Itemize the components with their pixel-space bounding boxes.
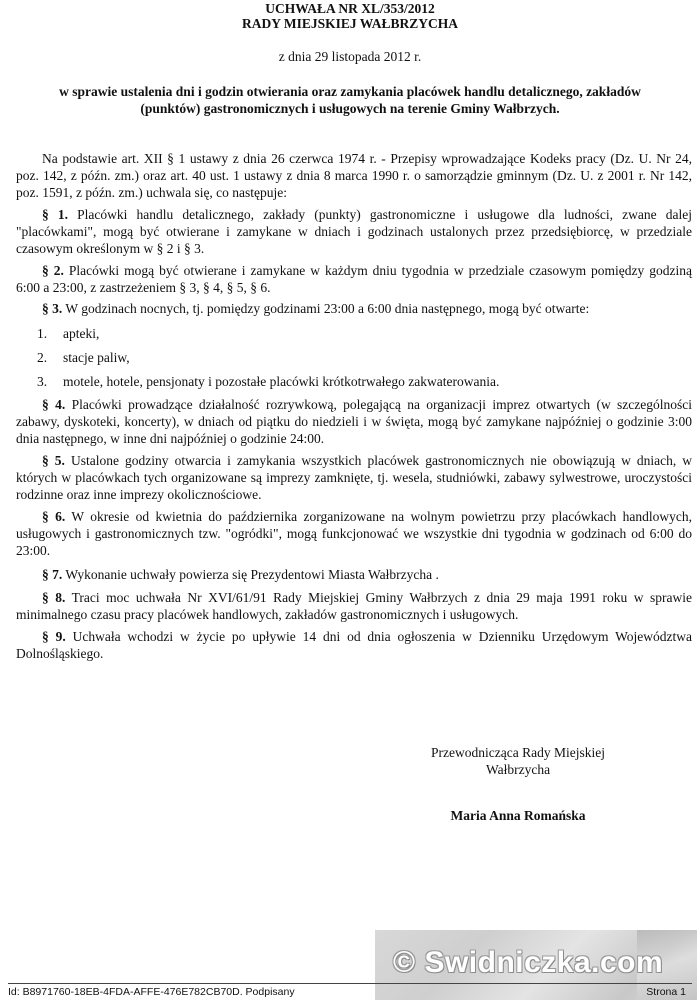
paragraph-7 [16, 566, 692, 583]
paragraph-text: W okresie od kwietnia do października zorganizowane na wolnym powietrzu przy placówkach handlowych, usługowych i gastronomicznych tzw. "ogródki", mogą funkcjonować we wszystkie dni tygodnia w godzinach od 6:00 do 23:00. [16, 509, 692, 558]
list-item-number: 2. [37, 350, 48, 365]
resolution-number: UCHWAŁA NR XL/353/2012 [265, 1, 435, 16]
legal-basis-paragraph: Na podstawie art. XII § 1 ustawy z dnia 26 czerwca 1974 r. - Przepisy wprowadzające Kodeks pracy (Dz. U. Nr 24, poz. 142, z późn. zm.) oraz art. 40 ust. 1 ustawy z dnia 8 marca 1990 r. o samorządzie gminnym (Dz. U. z 2001 r. Nr 142, poz. 1591, z późn. zm.) uchwala się, co następuje: [16, 151, 692, 200]
resolution-subject: w sprawie ustalenia dni i godzin otwierania oraz zamykania placówek handlu detalicznego, zakładów (punktów) gastronomicznych i usługowych na terenie Gminy Wałbrzych. [59, 84, 641, 116]
signatory-title-line1: Przewodnicząca Rady Miejskiej [431, 745, 605, 760]
paragraph-4 [16, 396, 692, 447]
signatory-title-line2: Wałbrzycha [485, 762, 551, 777]
paragraph-text: Uchwała wchodzi w życie po upływie 14 dni od dnia ogłoszenia w Dzienniku Urzędowym Województwa Dolnośląskiego. [16, 629, 693, 661]
paragraph-2 [16, 262, 692, 296]
paragraph-label: § 4. [42, 397, 66, 412]
list-item-number: 1. [37, 326, 48, 341]
paragraph-text: Ustalone godziny otwarcia i zamykania wszystkich placówek gastronomicznych nie obowiązują w dniach, w których w placówkach tych organizowane są imprezy zamknięte, tj. wesela, studniówki, zabawy sylwestrowe, uroczystości rodzinne oraz inne imprezy okolicznościowe. [16, 453, 693, 502]
paragraph-text: Traci moc uchwała Nr XVI/61/91 Rady Miejskiej Gminy Wałbrzych z dnia 29 maja 1991 roku w sprawie minimalnego czasu pracy placówek handlowych, zakładów gastronomicznych i usługowych. [16, 590, 693, 622]
list-item-text: motele, hotele, pensjonaty i pozostałe placówki krótkotrwałego zakwaterowania. [63, 374, 500, 389]
paragraph-label: § 9. [42, 629, 66, 644]
paragraph-label: § 1. [42, 207, 69, 222]
paragraph-1 [16, 206, 692, 257]
list-item [37, 349, 130, 366]
signatory-name: Maria Anna Romańska [450, 808, 586, 823]
list-item-number: 3. [37, 374, 48, 389]
document-id: Id: B8971760-18EB-4FDA-AFFE-476E782CB70D. Podpisany [8, 986, 295, 998]
paragraph-label: § 2. [42, 263, 64, 278]
paragraph-6 [16, 508, 692, 559]
paragraph-label: § 7. [42, 567, 63, 582]
resolution-date: z dnia 29 listopada 2012 r. [278, 49, 422, 64]
list-item-text: stacje paliw, [63, 350, 130, 365]
paragraph-text: Wykonanie uchwały powierza się Prezydentowi Miasta Wałbrzycha . [65, 567, 439, 582]
paragraph-label: § 5. [42, 453, 65, 468]
list-item [37, 325, 99, 342]
paragraph-label: § 6. [42, 509, 66, 524]
paragraph-text: Placówki handlu detalicznego, zakłady (punkty) gastronomiczne i usługowe dla ludności, zwane dalej "placówkami", mogą być otwierane i zamykane w dniach i godzinach ustalonych przez przedsiębiorcę, w przedziale czasowym określonym w § 2 i § 3. [16, 207, 692, 256]
paragraph-label: § 3. [42, 301, 63, 316]
list-item [37, 373, 499, 390]
paragraph-8 [16, 589, 692, 623]
watermark-text: © Swidniczka.com [393, 946, 664, 979]
council-name: RADY MIEJSKIEJ WAŁBRZYCHA [241, 16, 459, 31]
paragraph-label: § 8. [42, 590, 66, 605]
paragraph-text: W godzinach nocnych, tj. pomiędzy godzinami 23:00 a 6:00 dnia następnego, mogą być otwarte: [65, 301, 590, 316]
paragraph-text: Placówki prowadzące działalność rozrywkową, polegającą na organizacji imprez otwartych (w szczególności zabawy, dyskoteki, koncerty), w dniach od piątku do niedzieli i w święta, mogą być zamykane najpóźniej o godzinie 3:00 dnia następnego, w inne dni najpóźniej o godzinie 24:00. [16, 397, 693, 446]
footer-divider [8, 983, 692, 984]
list-item-text: apteki, [63, 326, 100, 341]
paragraph-5 [16, 452, 692, 503]
signatory-title [398, 744, 638, 778]
page-number: Strona 1 [646, 986, 686, 998]
paragraph-text: Placówki mogą być otwierane i zamykane w każdym dniu tygodnia w przedziale czasowym pomiędzy godziną 6:00 a 23:00, z zastrzeżeniem § 3, § 4, § 5, § 6. [16, 263, 693, 295]
paragraph-3 [16, 300, 692, 317]
paragraph-9 [16, 628, 692, 662]
